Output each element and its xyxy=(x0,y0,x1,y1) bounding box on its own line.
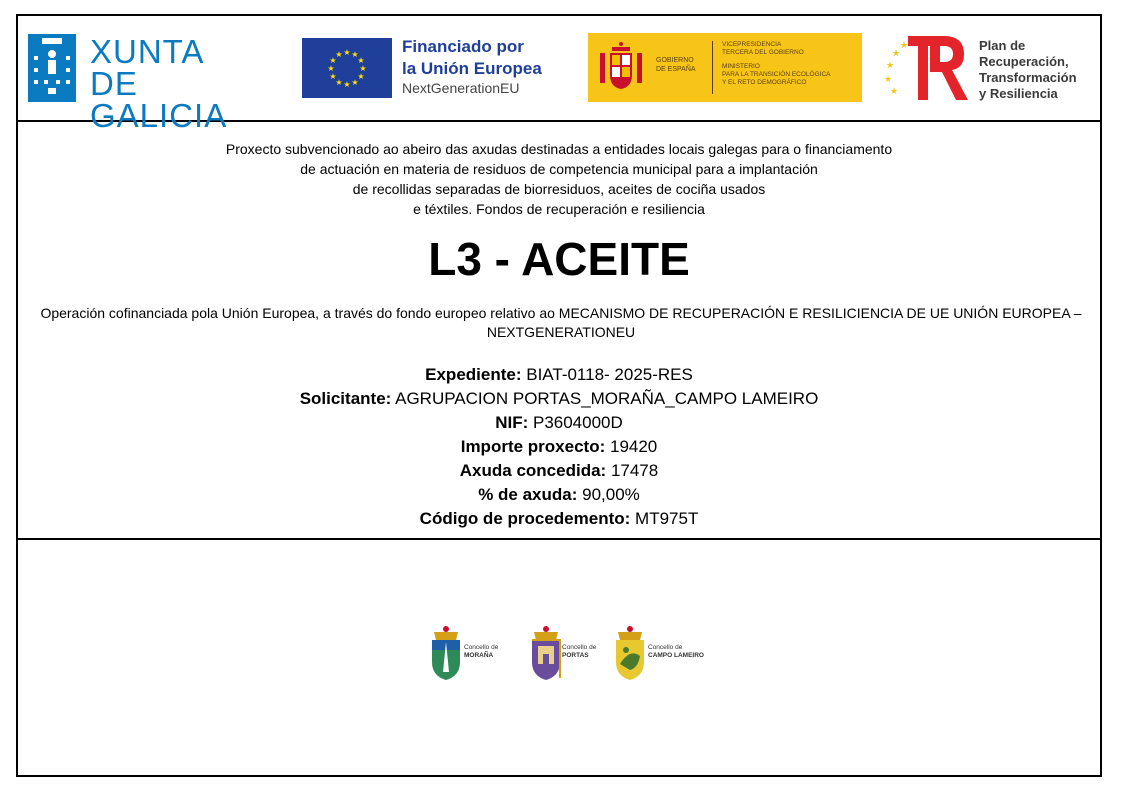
concello-label xyxy=(562,644,596,660)
prtr-line1: Plan de xyxy=(979,38,1026,53)
field-porcentaxe xyxy=(18,483,1100,507)
eu-line3: NextGenerationEU xyxy=(402,80,520,96)
cofinancing-text: Operación cofinanciada pola Unión Europea, a través do fondo europeo relativo ao MECANISMO DE RECUPERACIÓN E RESILICIENCIA DE UE UNIÓN EUROPEA – NEXTGENERATIONEU xyxy=(40,305,1082,340)
field-label: Axuda concedida: xyxy=(459,461,607,480)
field-value: 90,00% xyxy=(582,485,640,504)
concello-label xyxy=(464,644,498,660)
field-importe xyxy=(18,435,1100,459)
portas-crest-icon xyxy=(528,624,564,682)
svg-text:★: ★ xyxy=(900,41,909,51)
concello-name: MORAÑA xyxy=(464,652,494,659)
field-value: AGRUPACION PORTAS_MORAÑA_CAMPO LAMEIRO xyxy=(395,389,819,408)
logos-row xyxy=(18,16,1100,134)
page-title: L3 - ACEITE xyxy=(428,233,690,285)
svg-text:★: ★ xyxy=(357,56,365,65)
gobierno-name xyxy=(656,56,706,74)
concello-name: CAMPO LAMEIRO xyxy=(648,652,704,659)
prtr-line2: Recuperación, xyxy=(979,54,1069,69)
svg-text:★: ★ xyxy=(357,72,365,81)
concello-portas-logo xyxy=(528,624,618,684)
field-expediente xyxy=(18,363,1100,387)
eu-line1: Financiado por xyxy=(402,37,524,56)
concello-label xyxy=(648,644,704,660)
campo-lameiro-crest-icon xyxy=(612,624,648,682)
concello-prefix: Concello de xyxy=(562,644,597,651)
gobierno-logo xyxy=(588,33,862,102)
ministry-line: VICEPRESIDENCIA xyxy=(722,41,782,48)
intro-line: e téxtiles. Fondos de recuperación e resiliencia xyxy=(413,201,705,217)
intro-line: Proxecto subvencionado ao abeiro das axudas destinadas a entidades locais galegas para o financiamento xyxy=(225,141,893,157)
svg-text:★: ★ xyxy=(886,61,895,71)
svg-text:★: ★ xyxy=(343,80,351,89)
svg-text:★: ★ xyxy=(335,78,343,87)
field-axuda xyxy=(18,459,1100,483)
prtr-logo xyxy=(884,34,1094,104)
project-description xyxy=(18,139,1100,219)
xunta-line1: XUNTA xyxy=(90,33,205,70)
field-value: 17478 xyxy=(610,461,659,480)
main-content xyxy=(18,122,1100,540)
field-codigo xyxy=(18,507,1100,531)
prtr-line3: Transformación xyxy=(979,70,1077,85)
ministry-line: PARA LA TRANSICIÓN ECOLÓGICA xyxy=(722,71,831,78)
xunta-line2: DE GALICIA xyxy=(90,65,228,134)
svg-text:★: ★ xyxy=(892,49,901,59)
field-value: P3604000D xyxy=(532,413,623,432)
intro-line: de actuación en materia de residuos de competencia municipal para a implantación xyxy=(300,161,818,177)
concello-prefix: Concello de xyxy=(648,644,683,651)
field-label: Expediente: xyxy=(425,365,522,384)
gobierno-line2: DE ESPAÑA xyxy=(656,66,696,73)
xunta-emblem-icon xyxy=(28,34,76,102)
svg-text:★: ★ xyxy=(351,78,359,87)
prtr-mark-icon xyxy=(884,34,968,104)
ministry-line: MINISTERIO xyxy=(722,63,760,70)
ministry-line: TERCERA DEL GOBIERNO xyxy=(722,49,804,56)
ministry-name xyxy=(722,41,857,87)
morana-crest-icon xyxy=(428,624,464,682)
xunta-logo xyxy=(28,33,278,134)
field-label: Importe proxecto: xyxy=(460,437,606,456)
field-value: 19420 xyxy=(609,437,658,456)
svg-text:★: ★ xyxy=(884,75,893,85)
field-label: Solicitante: xyxy=(299,389,392,408)
concellos-logos xyxy=(428,624,718,684)
project-details xyxy=(18,363,1100,531)
svg-text:★: ★ xyxy=(327,64,335,73)
concello-name: PORTAS xyxy=(562,652,589,659)
svg-text:★: ★ xyxy=(335,50,343,59)
svg-text:★: ★ xyxy=(351,50,359,59)
field-label: NIF: xyxy=(495,413,529,432)
concello-prefix: Concello de xyxy=(464,644,499,651)
svg-text:★: ★ xyxy=(343,48,351,57)
gobierno-line1: GOBIERNO xyxy=(656,57,694,64)
poster-frame xyxy=(16,14,1102,777)
field-label: Código de procedemento: xyxy=(419,509,631,528)
prtr-text xyxy=(979,38,1077,102)
svg-text:★: ★ xyxy=(359,64,367,73)
eu-line2: la Unión Europea xyxy=(402,59,542,78)
spain-crest-icon xyxy=(598,41,644,93)
concello-campo-lameiro-logo xyxy=(612,624,722,684)
svg-text:★: ★ xyxy=(329,72,337,81)
prtr-line4: y Resiliencia xyxy=(979,86,1058,101)
concello-morana-logo xyxy=(428,624,518,684)
field-nif xyxy=(18,411,1100,435)
footer-logos xyxy=(18,540,1100,775)
field-solicitante xyxy=(18,387,1100,411)
svg-text:★: ★ xyxy=(329,56,337,65)
eu-flag-icon xyxy=(302,38,392,98)
eu-text xyxy=(402,36,542,80)
ministry-line: Y EL RETO DEMOGRÁFICO xyxy=(722,79,807,86)
xunta-wordmark xyxy=(90,33,278,134)
eu-funding-logo xyxy=(302,36,562,102)
intro-line: de recollidas separadas de biorresiduos, aceites de cociña usados xyxy=(352,181,766,197)
field-label: % de axuda: xyxy=(478,485,578,504)
svg-text:★: ★ xyxy=(890,87,899,97)
field-value: BIAT-0118- 2025-RES xyxy=(526,365,693,384)
field-value: MT975T xyxy=(635,509,699,528)
gobierno-divider xyxy=(712,41,713,94)
